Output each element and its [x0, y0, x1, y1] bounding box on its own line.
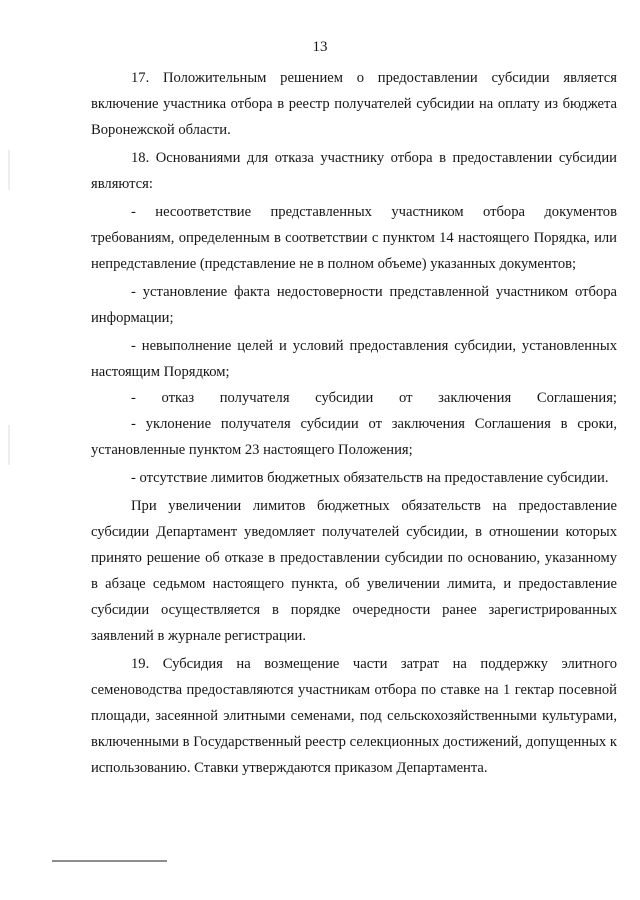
document-body [91, 65, 617, 781]
page-number: 13 [312, 39, 328, 55]
list-item-no-limits: - отсутствие лимитов бюджетных обязательств на предоставление субсидии. [131, 470, 609, 486]
paragraph-limits-increase: При увеличении лимитов бюджетных обязательств на предоставление субсидии Департамент уведомляет получателей субсидии, в отношении которых принято решение об отказе в предоставлении субсидии по основанию, указанному в абзаце седьмом настоящего пункта, об увеличении лимита, и предоставление субсидии осуществляется в порядке очередности ранее зарегистрированных заявлений в журнале регистрации. [91, 498, 617, 644]
scan-mark [8, 425, 10, 465]
paragraph-17: 17. Положительным решением о предоставлении субсидии является включение участника отбора в реестр получателей субсидии на оплату из бюджета Воронежской области. [91, 70, 617, 138]
scan-mark [8, 150, 10, 190]
list-item-refusal: - отказ получателя субсидии от заключения Соглашения; [131, 390, 617, 406]
list-item-evasion: - уклонение получателя субсидии от заключения Соглашения в сроки, установленные пунктом 23 настоящего Положения; [91, 416, 617, 458]
list-item-false-info: - установление факта недостоверности представленной участником отбора информации; [91, 284, 617, 326]
footnote-rule [52, 860, 167, 862]
list-item-noncompliance: - невыполнение целей и условий предоставления субсидии, установленных настоящим Порядком; [91, 338, 617, 380]
paragraph-18-intro: 18. Основаниями для отказа участнику отбора в предоставлении субсидии являются: [91, 150, 617, 192]
paragraph-19: 19. Субсидия на возмещение части затрат на поддержку элитного семеноводства предоставляются участникам отбора по ставке на 1 гектар посевной площади, засеянной элитными семенами, под сельскохозяйственными культурами, включенными в Государственный реестр селекционных достижений, допущенных к использованию. Ставки утверждаются приказом Департамента. [91, 656, 617, 776]
list-item-mismatch: - несоответствие представленных участником отбора документов требованиям, определенным в соответствии с пунктом 14 настоящего Порядка, или непредставление (представление не в полном объеме) указанных документов; [91, 204, 617, 272]
